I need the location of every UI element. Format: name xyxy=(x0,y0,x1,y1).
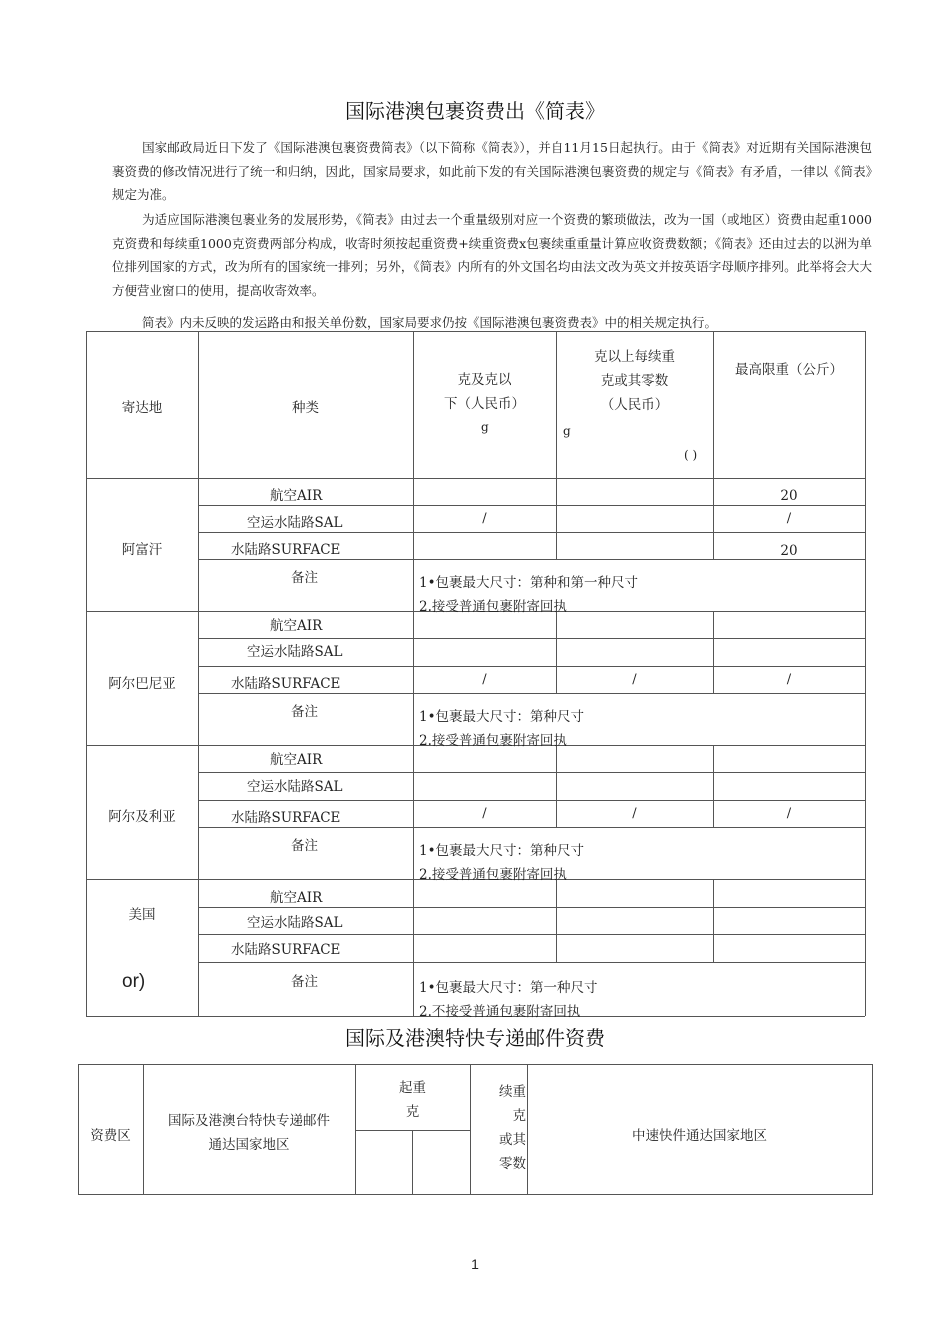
header-additional: 克以上每续重 克或其零数 （人民币） xyxy=(594,349,675,413)
header-first-weight: 克及克以 下（人民币） xyxy=(444,372,525,412)
na-slash: / xyxy=(632,806,637,821)
type-air: 航空AIR xyxy=(270,618,323,634)
type-sal: 空运水陆路SAL xyxy=(247,515,343,531)
type-remark: 备注 xyxy=(291,704,318,720)
page-title: 国际港澳包裹资费出《简表》 xyxy=(345,99,605,123)
remark-line-2: 2.接受普通包裹附寄回执 xyxy=(419,867,567,883)
type-remark: 备注 xyxy=(291,838,318,854)
paragraph-1: 国家邮政局近日下发了《国际港澳包裹资费简表》（以下简称《简表》），并自11月15日起执行。由于《简表》对近期有关国际港澳包裹资费的修改情况进行了统一和归纳，因此，国家局要求，如此前下发的有关国际港澳包裹资费的规定与《简表》有矛盾，一律以《简表》规定为准。 xyxy=(112,140,872,202)
type-remark: 备注 xyxy=(291,570,318,586)
country-name: 阿尔及利亚 xyxy=(108,809,176,825)
header-first-weight-unit: g xyxy=(481,420,489,434)
additional-weight-header: 续重 克 或其 零数 xyxy=(499,1084,526,1172)
type-remark: 备注 xyxy=(291,974,318,990)
type-air: 航空AIR xyxy=(270,488,323,504)
header-additional-paren: ( ) xyxy=(684,448,698,462)
type-surface: 水陆路SURFACE xyxy=(231,942,341,958)
remark-line-1: 1•包裹最大尺寸：第种和第一种尺寸 xyxy=(419,575,639,591)
type-air: 航空AIR xyxy=(270,752,323,768)
country-name: 阿富汗 xyxy=(121,542,163,558)
header-destination: 寄达地 xyxy=(121,400,163,416)
header-type: 种类 xyxy=(292,400,319,416)
na-slash: / xyxy=(786,672,792,687)
na-slash: / xyxy=(632,672,637,687)
page-number: 1 xyxy=(471,1256,479,1272)
type-sal: 空运水陆路SAL xyxy=(247,779,343,795)
remark-line-2: 2.接受普通包裹附寄回执 xyxy=(419,599,567,615)
remark-line-1: 1•包裹最大尺寸：第种尺寸 xyxy=(419,843,585,859)
na-slash: / xyxy=(482,806,487,821)
remark-line-1: 1•包裹最大尺寸：第一种尺寸 xyxy=(419,980,598,996)
remark-line-2: 2.不接受普通包裹附寄回执 xyxy=(419,1004,581,1020)
header-max-weight: 最高限重（公斤） xyxy=(735,362,843,378)
first-weight-header: 起重 克 xyxy=(399,1080,426,1120)
type-surface: 水陆路SURFACE xyxy=(231,676,341,692)
type-sal: 空运水陆路SAL xyxy=(247,644,343,660)
express-countries-header: 国际及港澳台特快专递邮件 通达国家地区 xyxy=(168,1113,330,1153)
medium-countries-header: 中速快件通达国家地区 xyxy=(632,1128,767,1144)
na-slash: / xyxy=(482,672,487,687)
na-slash: / xyxy=(786,511,792,526)
type-air: 航空AIR xyxy=(270,890,323,906)
country-name: 阿尔巴尼亚 xyxy=(108,676,176,692)
type-surface: 水陆路SURFACE xyxy=(231,542,341,558)
max-weight-value: 20 xyxy=(780,488,798,504)
section-title: 国际及港澳特快专递邮件资费 xyxy=(345,1026,605,1050)
paragraph-2: 为适应国际港澳包裹业务的发展形势，《简表》由过去一个重量级别对应一个资费的繁琐做法，改为一国（或地区）资费由起重1000克资费和每续重1000克资费两部分构成，收寄时须按起重资费+续重资费x包裹续重重量计算应收资费数额；《简表》还由过去的以洲为单位排列国家的方式，改为所有的国家统一排列；另外，《简表》内所有的外文国名均由法文改为英文并按英语字母顺序排列。此举将会大大方便营业窗口的使用，提高收寄效率。 xyxy=(112,212,872,298)
zone-header: 资费区 xyxy=(90,1128,131,1144)
paragraph-3: 简表》内未反映的发运路由和报关单份数，国家局要求仍按《国际港澳包裹资费表》中的相关规定执行。 xyxy=(142,315,718,330)
type-surface: 水陆路SURFACE xyxy=(231,810,341,826)
na-slash: / xyxy=(786,806,792,821)
na-slash: / xyxy=(482,511,487,526)
country-name: 美国 xyxy=(128,907,156,923)
country-extra-text: or) xyxy=(122,971,146,992)
remark-line-1: 1•包裹最大尺寸：第种尺寸 xyxy=(419,709,585,725)
max-weight-value: 20 xyxy=(780,543,798,559)
type-sal: 空运水陆路SAL xyxy=(247,915,343,931)
header-additional-unit: g xyxy=(563,424,571,438)
remark-line-2: 2.接受普通包裹附寄回执 xyxy=(419,733,567,749)
